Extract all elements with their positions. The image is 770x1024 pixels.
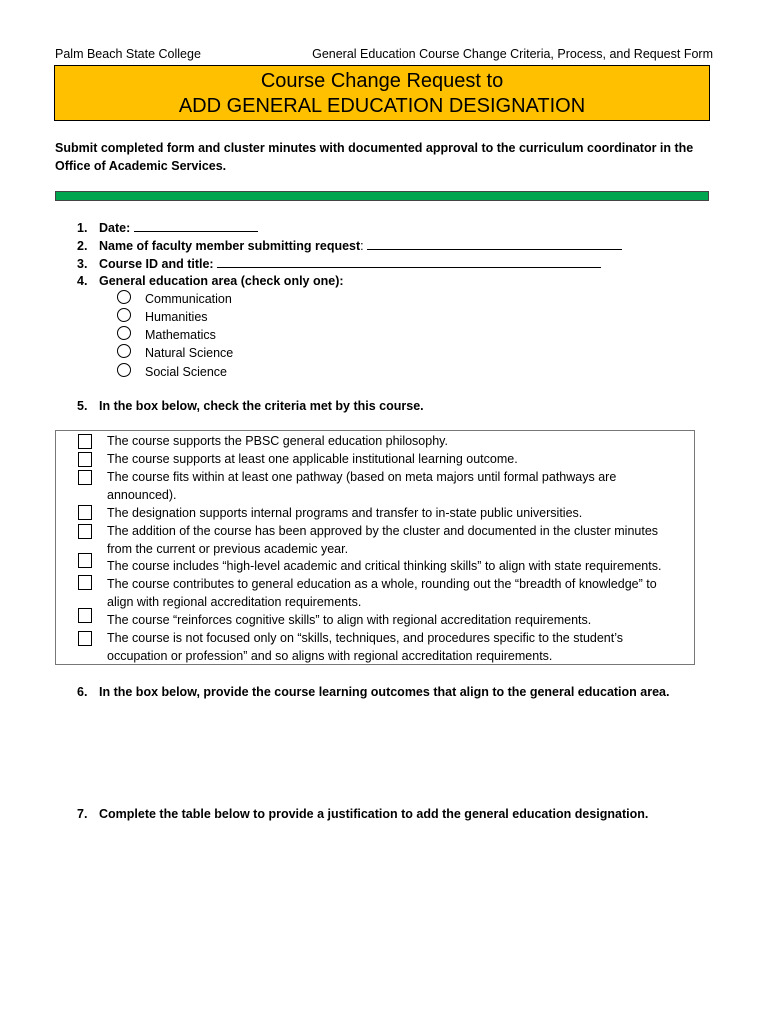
criteria-text: The course “reinforces cognitive skills” to align with regional accreditation requirements. — [107, 613, 592, 627]
area-option-label: Social Science — [145, 365, 227, 379]
title-line-2: ADD GENERAL EDUCATION DESIGNATION — [178, 95, 586, 117]
area-option-label: Humanities — [145, 310, 208, 324]
radio-circle-icon[interactable] — [117, 326, 131, 340]
criteria-text: The course includes “high-level academic and critical thinking skills” to align with state requirements. — [107, 559, 662, 573]
area-option-label: Mathematics — [145, 328, 216, 342]
header-college-name: Palm Beach State College — [55, 47, 201, 61]
question-label: In the box below, check the criteria met by this course. — [99, 399, 424, 413]
criteria-text: from the current or previous academic year. — [107, 542, 349, 556]
criteria-checkbox[interactable] — [78, 575, 92, 590]
radio-circle-icon[interactable] — [117, 290, 131, 304]
criteria-text: The course supports the PBSC general education philosophy. — [107, 434, 448, 448]
header-form-title: General Education Course Change Criteria, Process, and Request Form — [312, 47, 713, 61]
question-number: 1. — [77, 221, 88, 235]
criteria-text: occupation or profession” and so aligns with regional accreditation requirements. — [107, 649, 553, 663]
question-course-id — [77, 255, 601, 273]
question-date — [77, 219, 258, 237]
question-number: 3. — [77, 257, 88, 271]
question-label: Date: — [99, 221, 131, 235]
area-option-label: Natural Science — [145, 346, 234, 360]
question-faculty-name — [77, 237, 622, 255]
question-gen-ed-area — [77, 272, 344, 290]
question-label: Name of faculty member submitting request — [99, 239, 361, 253]
criteria-text: The course contributes to general education as a whole, rounding out the “breadth of knowledge” to — [107, 577, 657, 591]
criteria-text: The course fits within at least one pathway (based on meta majors until formal pathways are — [107, 470, 617, 484]
title-line-1: Course Change Request to — [260, 70, 504, 92]
criteria-text: The designation supports internal programs and transfer to in-state public universities. — [107, 506, 583, 520]
criteria-checkbox[interactable] — [78, 434, 92, 449]
criteria-text: announced). — [107, 488, 177, 502]
question-number: 5. — [77, 399, 88, 413]
question-label: In the box below, provide the course learning outcomes that align to the general education area. — [99, 685, 670, 699]
criteria-text: The course supports at least one applicable institutional learning outcome. — [107, 452, 518, 466]
section-divider-bar — [55, 191, 709, 201]
question-number: 7. — [77, 807, 88, 821]
radio-circle-icon[interactable] — [117, 308, 131, 322]
question-justification — [77, 805, 648, 823]
title-banner — [54, 65, 710, 121]
question-learning-outcomes — [77, 683, 669, 701]
question-colon: : — [360, 239, 364, 253]
criteria-checkbox[interactable] — [78, 470, 92, 485]
question-number: 4. — [77, 274, 88, 288]
date-field[interactable] — [134, 219, 258, 232]
question-criteria — [77, 397, 424, 415]
criteria-checkbox[interactable] — [78, 631, 92, 646]
question-number: 6. — [77, 685, 88, 699]
radio-circle-icon[interactable] — [117, 363, 131, 377]
faculty-name-field[interactable] — [367, 237, 622, 250]
course-id-field[interactable] — [217, 255, 601, 268]
criteria-text: The course is not focused only on “skills, techniques, and procedures specific to the student’s — [107, 631, 624, 645]
criteria-checkbox[interactable] — [78, 524, 92, 539]
question-number: 2. — [77, 239, 88, 253]
radio-circle-icon[interactable] — [117, 344, 131, 358]
area-option-label: Communication — [145, 292, 232, 306]
intro-instructions: Submit completed form and cluster minutes with documented approval to the curriculum coordinator in the Office of Academic Services. — [55, 141, 694, 173]
criteria-text: The addition of the course has been approved by the cluster and documented in the cluster minutes — [107, 524, 659, 538]
criteria-checkbox[interactable] — [78, 452, 92, 467]
criteria-checkbox[interactable] — [78, 608, 92, 623]
criteria-checkbox[interactable] — [78, 505, 92, 520]
criteria-text: align with regional accreditation requirements. — [107, 595, 362, 609]
criteria-checkbox[interactable] — [78, 553, 92, 568]
question-label: General education area (check only one): — [99, 274, 344, 288]
question-label: Course ID and title: — [99, 257, 214, 271]
question-label: Complete the table below to provide a justification to add the general education designation. — [99, 807, 649, 821]
